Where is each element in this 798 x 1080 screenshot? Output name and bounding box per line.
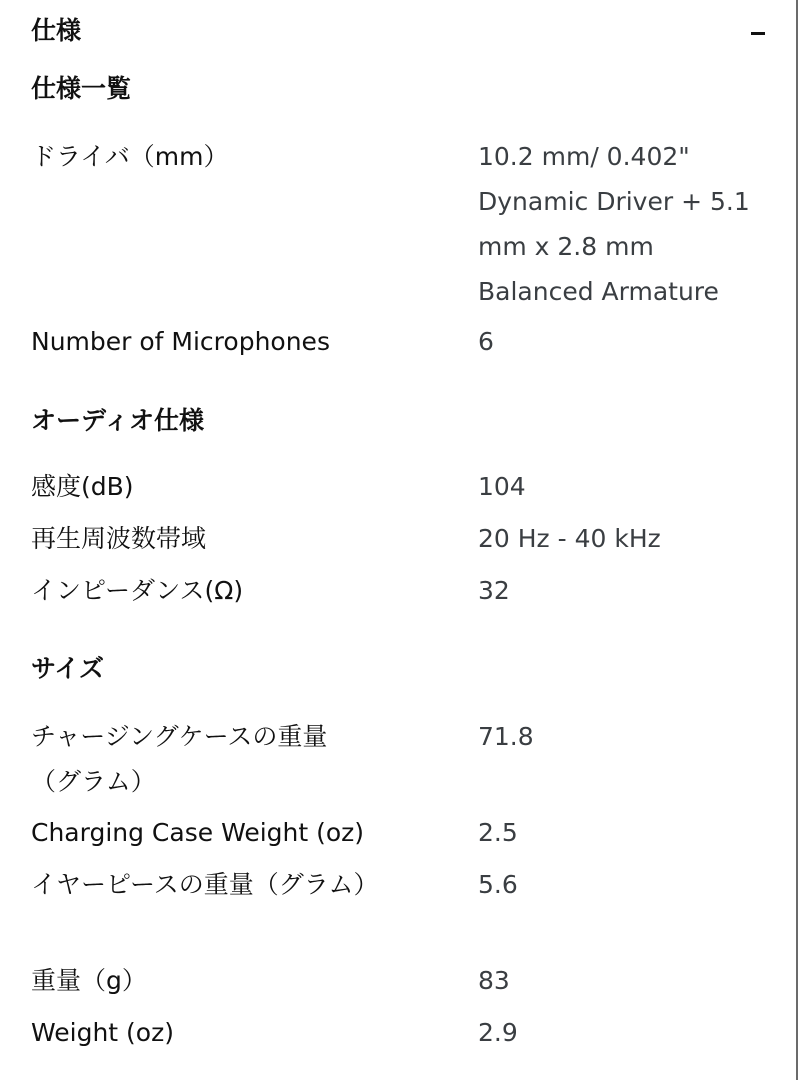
spec-label: Weight (oz)	[31, 1018, 174, 1047]
spec-value: 32	[478, 576, 510, 605]
spec-label: 感度(dB)	[31, 472, 134, 501]
section-title: 仕様一覧	[31, 74, 132, 103]
minus-icon	[751, 32, 765, 35]
spec-value: 71.8	[478, 722, 534, 751]
section-size	[31, 652, 751, 1047]
collapse-button[interactable]	[741, 16, 771, 46]
spec-label: インピーダンス(Ω)	[31, 576, 244, 605]
spec-label: Charging Case Weight (oz)	[31, 818, 365, 847]
spec-label: イヤーピースの重量（グラム）	[31, 870, 379, 899]
section-spec-list	[31, 72, 751, 356]
spec-label: 再生周波数帯域	[31, 524, 207, 553]
spec-value: 5.6	[478, 870, 518, 899]
section-audio-spec	[31, 404, 751, 605]
spec-value: 20 Hz - 40 kHz	[478, 524, 661, 553]
spec-value: 104	[478, 472, 526, 501]
spec-accordion-header[interactable]	[31, 12, 771, 52]
spec-label: Number of Microphones	[31, 327, 330, 356]
spec-label: チャージングケースの重量（グラム）	[31, 722, 328, 796]
spec-label: 重量（g）	[31, 966, 147, 995]
section-title: サイズ	[31, 654, 105, 683]
accordion-title: 仕様	[31, 16, 82, 45]
section-title: オーディオ仕様	[31, 406, 205, 435]
spec-value: 83	[478, 966, 510, 995]
spec-value: 2.9	[478, 1018, 518, 1047]
spec-label: ドライバ（mm）	[31, 142, 229, 171]
spec-value: 6	[478, 327, 494, 356]
spec-value: 2.5	[478, 818, 518, 847]
spec-value: 10.2 mm/ 0.402" Dynamic Driver + 5.1 mm x 2.8 mm Balanced Armature	[478, 142, 750, 306]
